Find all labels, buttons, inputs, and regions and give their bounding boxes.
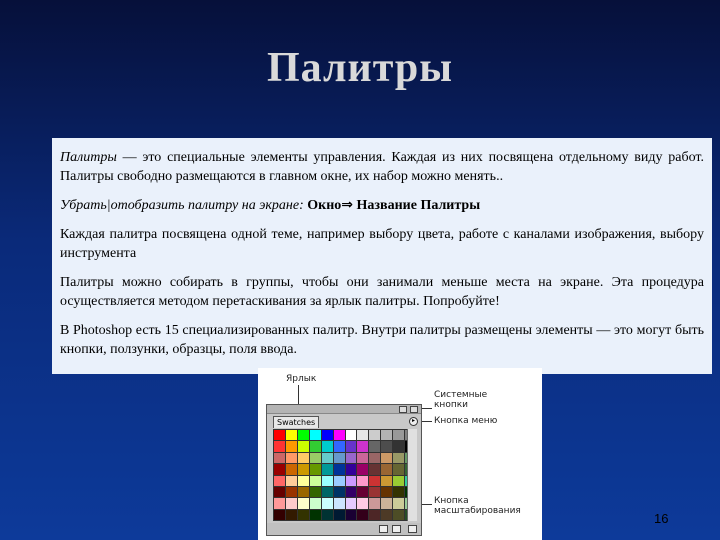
color-swatch[interactable] <box>381 453 392 463</box>
paragraph-groups: Палитры можно собирать в группы, чтобы они занимали меньше места на экране. Эта процедура осуществляется методом перетаскивания за ярлык палитры. Попробуйте! <box>60 275 704 309</box>
color-swatch[interactable] <box>274 510 285 520</box>
color-swatch[interactable] <box>310 441 321 451</box>
color-swatch[interactable] <box>381 498 392 508</box>
color-swatch[interactable] <box>310 476 321 486</box>
color-swatch[interactable] <box>381 430 392 440</box>
color-swatch[interactable] <box>274 487 285 497</box>
color-swatch[interactable] <box>393 441 404 451</box>
color-swatch[interactable] <box>334 464 345 474</box>
color-swatch[interactable] <box>322 430 333 440</box>
color-swatch[interactable] <box>322 453 333 463</box>
color-swatch[interactable] <box>346 441 357 451</box>
trash-icon[interactable] <box>392 525 401 533</box>
resize-grip-icon[interactable] <box>408 525 417 533</box>
palette-scrollbar[interactable] <box>407 429 417 521</box>
color-swatch[interactable] <box>393 430 404 440</box>
color-swatch[interactable] <box>357 510 368 520</box>
color-swatch[interactable] <box>357 441 368 451</box>
paragraph-photoshop: В Photoshop есть 15 специализированных палитр. Внутри палитры размещены элементы — это могут быть кнопки, ползунки, образцы, поля ввода. <box>60 323 704 357</box>
palette-figure <box>258 368 542 540</box>
color-swatch[interactable] <box>357 487 368 497</box>
swatches-tab[interactable]: Swatches <box>273 416 319 428</box>
color-swatch[interactable] <box>298 498 309 508</box>
color-swatch[interactable] <box>393 510 404 520</box>
color-swatch[interactable] <box>369 487 380 497</box>
swatch-grid <box>273 429 417 521</box>
color-swatch[interactable] <box>322 510 333 520</box>
term-palettes: Палитры <box>60 150 117 165</box>
color-swatch[interactable] <box>369 430 380 440</box>
color-swatch[interactable] <box>369 498 380 508</box>
color-swatch[interactable] <box>298 453 309 463</box>
palette-menu-icon[interactable]: ▸ <box>409 417 418 426</box>
arrow-right-icon: ⇒ <box>341 197 354 213</box>
color-swatch[interactable] <box>346 510 357 520</box>
color-swatch[interactable] <box>393 487 404 497</box>
color-swatch[interactable] <box>393 476 404 486</box>
color-swatch[interactable] <box>286 453 297 463</box>
color-swatch[interactable] <box>357 464 368 474</box>
color-swatch[interactable] <box>393 498 404 508</box>
color-swatch[interactable] <box>346 464 357 474</box>
paragraph-topics: Каждая палитра посвящена одной теме, например выбору цвета, работе с каналами изображения, выбору инструмента <box>60 227 704 261</box>
label-resize-button-1: Кнопка <box>434 496 469 506</box>
color-swatch[interactable] <box>369 453 380 463</box>
color-swatch[interactable] <box>334 498 345 508</box>
color-swatch[interactable] <box>286 464 297 474</box>
color-swatch[interactable] <box>310 510 321 520</box>
color-swatch[interactable] <box>298 510 309 520</box>
color-swatch[interactable] <box>286 498 297 508</box>
color-swatch[interactable] <box>298 464 309 474</box>
color-swatch[interactable] <box>381 487 392 497</box>
color-swatch[interactable] <box>286 441 297 451</box>
label-menu-button: Кнопка меню <box>434 416 498 426</box>
menu-window: Окно <box>307 198 342 213</box>
color-swatch[interactable] <box>381 476 392 486</box>
color-swatch[interactable] <box>286 510 297 520</box>
color-swatch[interactable] <box>334 441 345 451</box>
color-swatch[interactable] <box>298 476 309 486</box>
paragraph-toggle-palette <box>60 196 704 215</box>
color-swatch[interactable] <box>274 453 285 463</box>
color-swatch[interactable] <box>274 476 285 486</box>
palette-titlebar[interactable] <box>267 405 421 414</box>
color-swatch[interactable] <box>322 464 333 474</box>
menu-palette-name: Название Палитры <box>353 198 481 213</box>
close-icon[interactable] <box>410 406 418 413</box>
color-swatch[interactable] <box>322 441 333 451</box>
color-swatch[interactable] <box>334 453 345 463</box>
minimize-icon[interactable] <box>399 406 407 413</box>
color-swatch[interactable] <box>298 441 309 451</box>
color-swatch[interactable] <box>286 487 297 497</box>
swatches-palette <box>266 404 422 536</box>
color-swatch[interactable] <box>298 430 309 440</box>
color-swatch[interactable] <box>357 476 368 486</box>
color-swatch[interactable] <box>346 487 357 497</box>
color-swatch[interactable] <box>286 476 297 486</box>
label-tab: Ярлык <box>286 374 317 384</box>
color-swatch[interactable] <box>322 476 333 486</box>
slide-title: Палитры <box>266 45 454 91</box>
page-number: 16 <box>654 511 669 526</box>
label-resize-button-2: масштабирования <box>434 506 521 516</box>
color-swatch[interactable] <box>298 487 309 497</box>
color-swatch[interactable] <box>369 510 380 520</box>
color-swatch[interactable] <box>334 476 345 486</box>
label-system-buttons-1: Системные <box>434 390 488 400</box>
palette-bottom-bar <box>267 523 421 535</box>
color-swatch[interactable] <box>274 430 285 440</box>
color-swatch[interactable] <box>310 498 321 508</box>
color-swatch[interactable] <box>334 510 345 520</box>
color-swatch[interactable] <box>310 453 321 463</box>
color-swatch[interactable] <box>334 430 345 440</box>
color-swatch[interactable] <box>393 464 404 474</box>
color-swatch[interactable] <box>381 464 392 474</box>
color-swatch[interactable] <box>369 464 380 474</box>
color-swatch[interactable] <box>310 487 321 497</box>
color-swatch[interactable] <box>274 464 285 474</box>
color-swatch[interactable] <box>357 453 368 463</box>
color-swatch[interactable] <box>381 441 392 451</box>
color-swatch[interactable] <box>357 430 368 440</box>
color-swatch[interactable] <box>310 430 321 440</box>
color-swatch[interactable] <box>357 498 368 508</box>
color-swatch[interactable] <box>369 476 380 486</box>
paragraph-definition <box>60 148 704 186</box>
color-swatch[interactable] <box>346 498 357 508</box>
color-swatch[interactable] <box>310 464 321 474</box>
color-swatch[interactable] <box>393 453 404 463</box>
content-box <box>52 138 712 374</box>
color-swatch[interactable] <box>286 430 297 440</box>
color-swatch[interactable] <box>346 453 357 463</box>
new-swatch-icon[interactable] <box>379 525 388 533</box>
label-system-buttons-2: кнопки <box>434 400 468 410</box>
color-swatch[interactable] <box>274 441 285 451</box>
color-swatch[interactable] <box>381 510 392 520</box>
color-swatch[interactable] <box>369 441 380 451</box>
color-swatch[interactable] <box>322 487 333 497</box>
definition-text: — это специальные элементы управления. Каждая из них посвящена отдельному виду работ. Палитры свободно размещаются в главном окне, их набор можно менять.. <box>60 150 704 184</box>
color-swatch[interactable] <box>334 487 345 497</box>
toggle-lead-text: Убрать|отобразить палитру на экране: <box>60 198 308 213</box>
color-swatch[interactable] <box>274 498 285 508</box>
color-swatch[interactable] <box>322 498 333 508</box>
color-swatch[interactable] <box>346 430 357 440</box>
color-swatch[interactable] <box>346 476 357 486</box>
